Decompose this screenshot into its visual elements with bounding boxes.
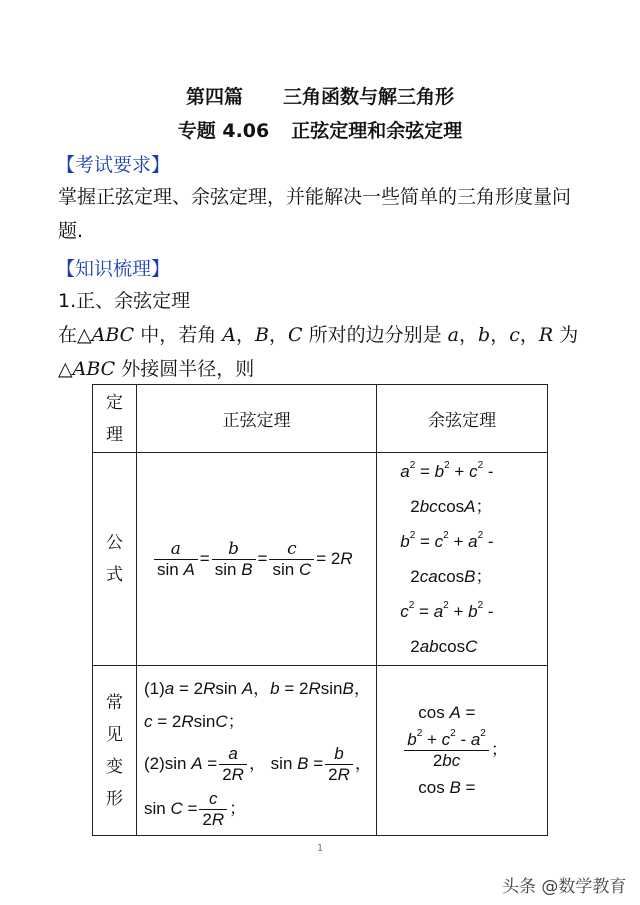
label-formula: 公 式 bbox=[93, 453, 137, 666]
sine-law-formula: $\frac{a}{\text{sin A}}$ = $\frac{b}{\text{sin B}}$ = $\frac{c}{\text{sin C}}$ = 2R bbox=[136, 453, 376, 666]
label-variants: 常 见 变 形 bbox=[93, 666, 137, 836]
intro-line-2: △ABC 外接圆半径，则 bbox=[58, 358, 255, 380]
topic-title bbox=[0, 116, 640, 143]
watermark: 头条 @数学教育 bbox=[502, 877, 627, 897]
header-sine-law: 正弦定理 bbox=[136, 385, 376, 453]
cosine-law-formula: $a^2 = b^2 + c^2$ - 2bccosA； $b^2 = c^2 + a^2$ - 2cacosB； $c^2 = a^2 + b^2$ - 2abcosC bbox=[377, 453, 548, 666]
theorem-table bbox=[92, 384, 548, 836]
requirements-line-2: 题. bbox=[58, 220, 84, 242]
header-cosine-law: 余弦定理 bbox=[377, 385, 548, 453]
knowledge-heading: 【知识梳理】 bbox=[56, 258, 171, 280]
part-name: 三角函数与解三角形 bbox=[283, 86, 455, 108]
header-theorem: 定 理 bbox=[93, 385, 137, 453]
formula-row bbox=[93, 453, 548, 666]
part-label: 第四篇 bbox=[185, 86, 243, 108]
topic-name: 正弦定理和余弦定理 bbox=[291, 120, 463, 142]
page-number: 1 bbox=[316, 843, 324, 854]
intro-line-1: 在△ABC 中，若角 A，B，C 所对的边分别是 a，b，c，R 为 bbox=[58, 324, 579, 346]
table-header-row bbox=[93, 385, 548, 453]
requirements-heading: 【考试要求】 bbox=[56, 154, 171, 176]
item-1-heading: 1.正、余弦定理 bbox=[58, 290, 191, 312]
requirements-text bbox=[58, 180, 598, 248]
sine-law-variants: (1)a = 2Rsin A，b = 2RsinB， c = 2RsinC； (2)sin A = $\frac{a}{2R}$ ， sin B = $\frac{b}{2R}$ ， sin C = $\frac{c}{2R}$ ； bbox=[136, 666, 376, 836]
variants-row bbox=[93, 666, 548, 836]
page-title bbox=[0, 82, 640, 109]
requirements-line-1: 掌握正弦定理、余弦定理，并能解决一些简单的三角形度量问 bbox=[58, 186, 572, 208]
topic-label: 专题 4.06 bbox=[177, 120, 270, 142]
cosine-law-variants: cos A = $\frac{b^2 + c^2 - a^2}{2bc}$ ； cos B = bbox=[377, 666, 548, 836]
knowledge-text bbox=[58, 284, 598, 386]
